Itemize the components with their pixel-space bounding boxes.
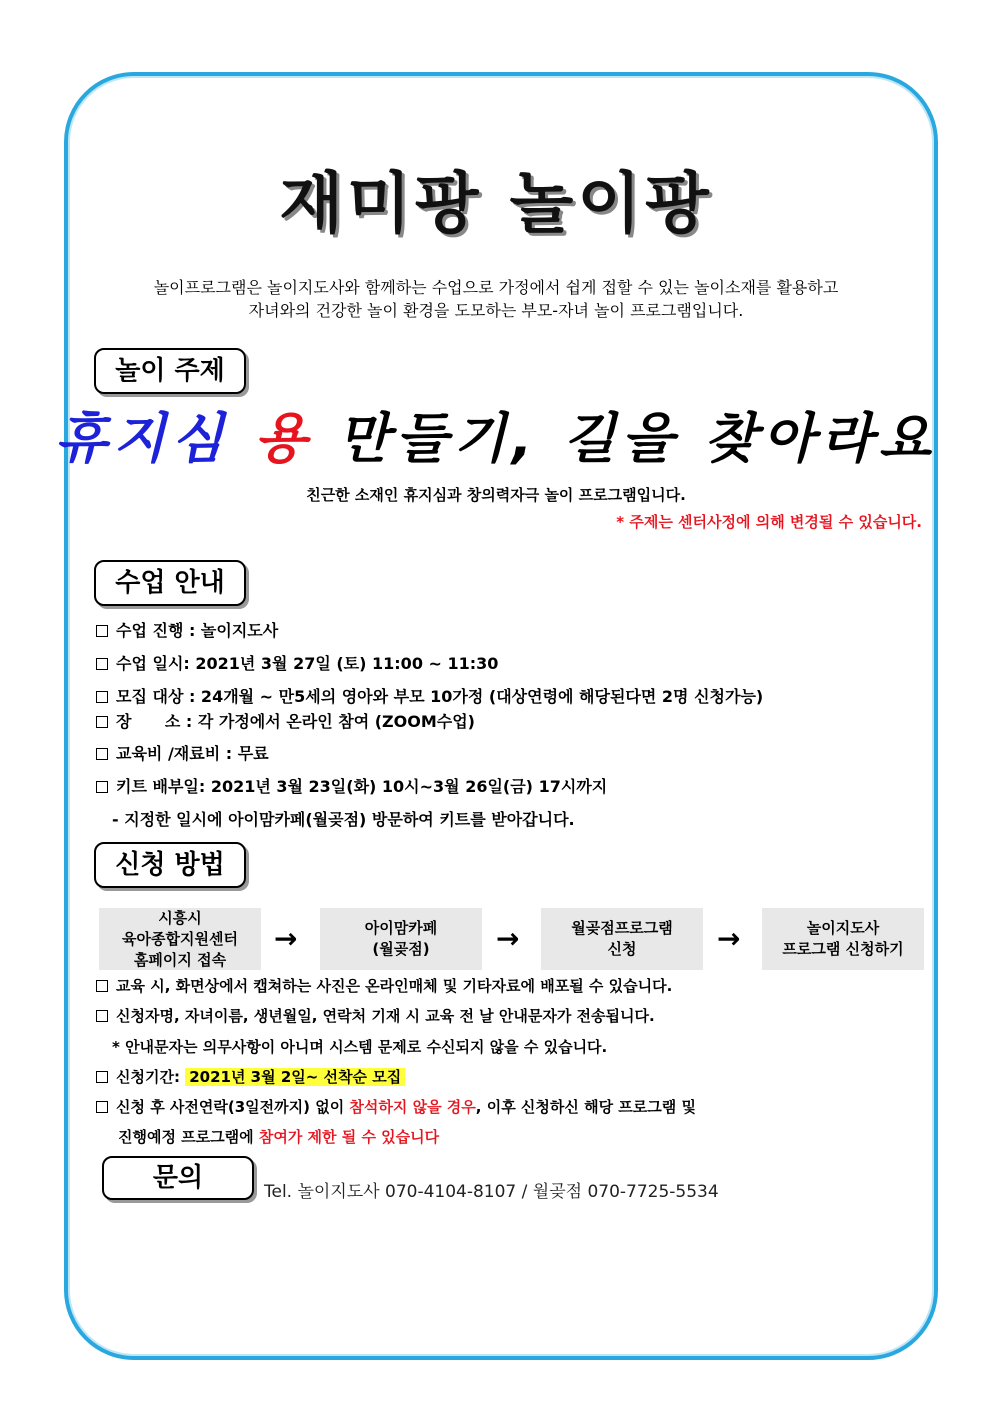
apply-photo: 교육 시, 화면상에서 캡쳐하는 사진은 온라인매체 및 기타자료에 배포될 수 있습니다. [96, 975, 672, 996]
section-theme-heading: 놀이 주제 [94, 348, 246, 394]
class-place: 장 소 : 각 가정에서 온라인 참여 (ZOOM수업) [96, 709, 475, 732]
theme-part-2: 용 [254, 407, 313, 470]
checkbox-icon [96, 625, 108, 637]
arrow-icon: → [496, 922, 520, 955]
intro-text [96, 276, 896, 322]
arrow-icon: → [274, 922, 298, 955]
section-class-heading: 수업 안내 [94, 560, 246, 606]
class-date: 수업 일시: 2021년 3월 27일 (토) 11:00 ~ 11:30 [96, 651, 498, 674]
class-target: 모집 대상 : 24개월 ~ 만5세의 영아와 부모 10가정 (대상연령에 해당된다면 2명 신청가능) [96, 684, 763, 707]
theme-title [0, 396, 992, 473]
step-4: 놀이지도사 프로그램 신청하기 [762, 908, 924, 970]
arrow-icon: → [717, 922, 741, 955]
intro-line: 자녀와의 건강한 놀이 환경을 도모하는 부모-자녀 놀이 프로그램입니다. [248, 301, 744, 320]
step-3: 월곶점프로그램 신청 [541, 908, 703, 970]
class-kit: 키트 배부일: 2021년 3월 23일(화) 10시~3월 26일(금) 17시까지 [96, 774, 607, 797]
section-apply-heading: 신청 방법 [94, 842, 246, 888]
checkbox-icon [96, 658, 108, 670]
class-fee: 교육비 /재료비 : 무료 [96, 741, 269, 764]
checkbox-icon [96, 781, 108, 793]
class-lead: 수업 진행 : 놀이지도사 [96, 618, 278, 641]
checkbox-icon [96, 716, 108, 728]
class-kit-note: - 지정한 일시에 아이맘카페(월곶점) 방문하여 키트를 받아갑니다. [112, 810, 575, 829]
section-contact-heading: 문의 [102, 1156, 254, 1200]
page-title: 재미팡 놀이팡 [279, 165, 713, 242]
checkbox-icon [96, 748, 108, 760]
theme-part-1: 휴지심 [55, 407, 230, 470]
theme-note: * 주제는 센터사정에 의해 변경될 수 있습니다. [616, 513, 922, 531]
apply-sms: 신청자명, 자녀이름, 생년월일, 연락처 기재 시 교육 전 날 안내문자가 전송됩니다. [96, 1005, 655, 1026]
apply-period: 신청기간: 2021년 3월 2일~ 선착순 모집 [96, 1066, 405, 1087]
period-highlight: 2021년 3월 2일~ 선착순 모집 [185, 1068, 405, 1086]
apply-cancel: 신청 후 사전연락(3일전까지) 없이 참석하지 않을 경우, 이후 신청하신 해당 프로그램 및 [96, 1096, 696, 1117]
checkbox-icon [96, 1010, 108, 1022]
apply-sms-note: * 안내문자는 의무사항이 아니며 시스템 문제로 수신되지 않을 수 있습니다. [112, 1038, 608, 1056]
contact-text: Tel. 놀이지도사 070-4104-8107 / 월곶점 070-7725-5534 [264, 1182, 719, 1202]
checkbox-icon [96, 1101, 108, 1113]
theme-description: 친근한 소재인 휴지심과 창의력자극 놀이 프로그램입니다. [306, 486, 686, 504]
apply-cancel-cont: 진행예정 프로그램에 참여가 제한 될 수 있습니다 [118, 1128, 440, 1146]
checkbox-icon [96, 1071, 108, 1083]
checkbox-icon [96, 980, 108, 992]
checkbox-icon [96, 691, 108, 703]
intro-line: 놀이프로그램은 놀이지도사와 함께하는 수업으로 가정에서 쉽게 접할 수 있는 놀이소재를 활용하고 [153, 278, 839, 297]
step-2: 아이맘카페 (월곶점) [320, 908, 482, 970]
step-1: 시흥시 육아종합지원센터 홈페이지 접속 [99, 908, 261, 970]
theme-part-3: 만들기, 길을 찾아라요 [337, 407, 937, 470]
